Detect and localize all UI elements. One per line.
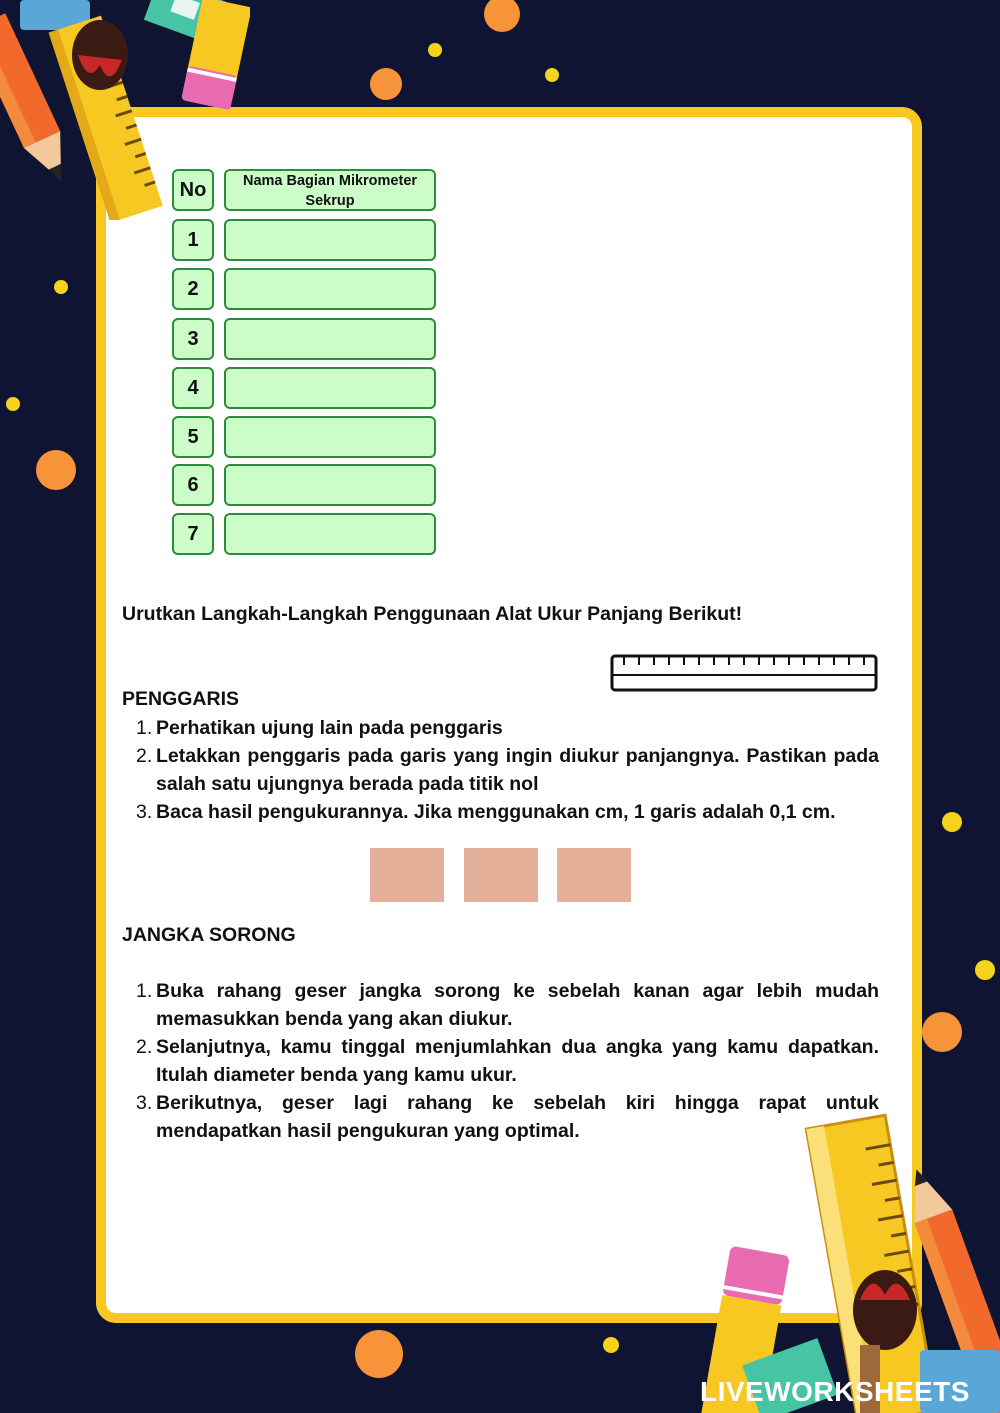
row-number: 5 (172, 416, 214, 458)
answer-input-4[interactable] (224, 367, 436, 409)
decor-dot (975, 960, 995, 980)
instruction-title: Urutkan Langkah-Langkah Penggunaan Alat Ukur Panjang Berikut! (122, 603, 743, 625)
decor-dot (922, 1012, 962, 1052)
row-number: 3 (172, 318, 214, 360)
answer-input-7[interactable] (224, 513, 436, 555)
ruler-icon (610, 653, 880, 693)
row-number: 4 (172, 367, 214, 409)
table-header-part-name: Nama Bagian Mikrometer Sekrup (224, 169, 436, 211)
list-item[interactable]: 1. Perhatikan ujung lain pada penggaris (136, 717, 503, 739)
answer-drop-zone-2[interactable] (464, 848, 538, 902)
decor-dot (545, 68, 559, 82)
decor-dot (484, 0, 520, 32)
answer-input-1[interactable] (224, 219, 436, 261)
list-item[interactable]: 3. Berikutnya, geser lagi rahang ke sebelah kiri hingga rapat untuk mendapatkan hasil pengukuran yang optimal. (136, 1092, 879, 1142)
answer-drop-zone-3[interactable] (557, 848, 631, 902)
penggaris-steps (122, 714, 879, 826)
jangka-sorong-heading: JANGKA SORONG (122, 924, 296, 946)
decor-dot (355, 1330, 403, 1378)
answer-input-5[interactable] (224, 416, 436, 458)
jangka-sorong-steps (122, 977, 879, 1145)
list-item[interactable]: 1. Buka rahang geser jangka sorong ke sebelah kanan agar lebih mudah memasukkan benda yang akan diukur. (136, 980, 879, 1030)
stationery-decoration-bottom-right (690, 1110, 1000, 1413)
row-number: 2 (172, 268, 214, 310)
answer-drop-zone-1[interactable] (370, 848, 444, 902)
decor-dot (603, 1337, 619, 1353)
decor-dot (942, 812, 962, 832)
list-item[interactable]: 2. Selanjutnya, kamu tinggal menjumlahkan dua angka yang kamu dapatkan. Itulah diameter benda yang kamu ukur. (136, 1036, 879, 1086)
liveworksheets-logo: LIVEWORKSHEETS (700, 1376, 970, 1407)
table-header-no: No (172, 169, 214, 211)
answer-input-3[interactable] (224, 318, 436, 360)
row-number: 6 (172, 464, 214, 506)
decor-dot (428, 43, 442, 57)
decor-dot (370, 68, 402, 100)
penggaris-heading: PENGGARIS (122, 688, 240, 710)
row-number: 7 (172, 513, 214, 555)
answer-input-2[interactable] (224, 268, 436, 310)
row-number: 1 (172, 219, 214, 261)
list-item[interactable]: 3. Baca hasil pengukurannya. Jika menggunakan cm, 1 garis adalah 0,1 cm. (136, 801, 836, 823)
list-item[interactable]: 2. Letakkan penggaris pada garis yang ingin diukur panjangnya. Pastikan pada salah satu ujungnya berada pada titik nol (136, 745, 879, 795)
decor-dot (54, 280, 68, 294)
answer-input-6[interactable] (224, 464, 436, 506)
decor-dot (36, 450, 76, 490)
decor-dot (6, 397, 20, 411)
